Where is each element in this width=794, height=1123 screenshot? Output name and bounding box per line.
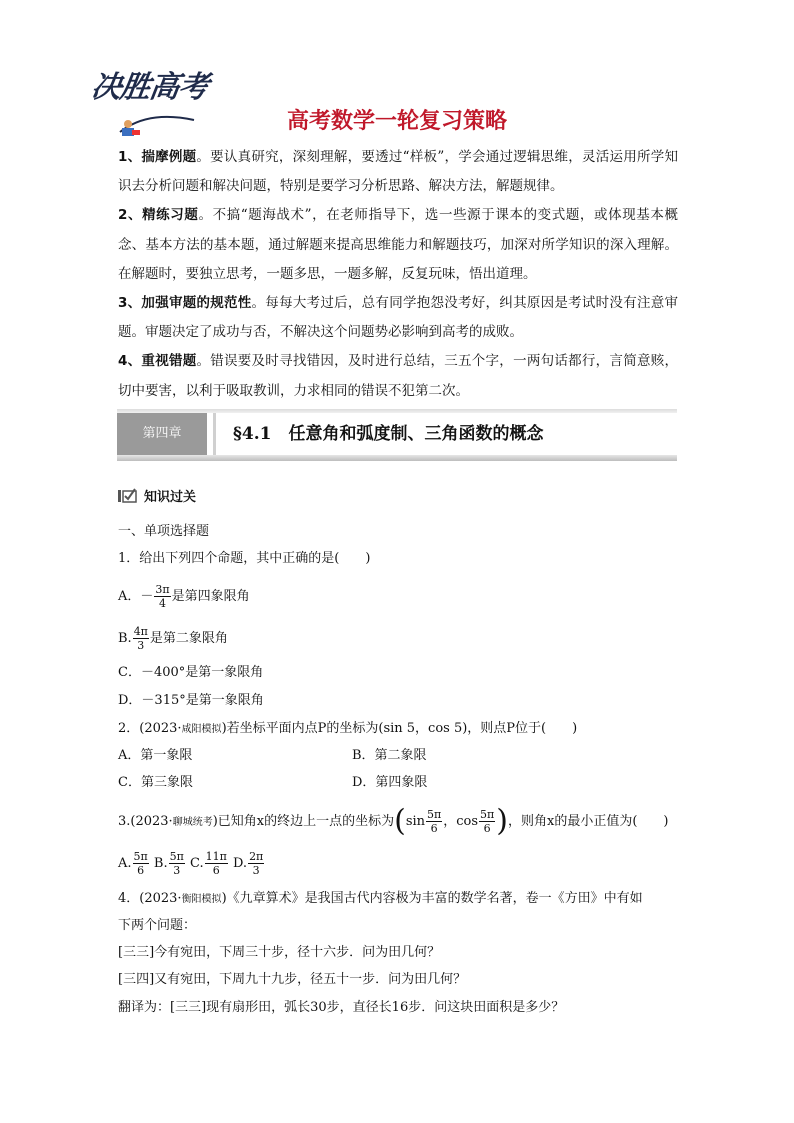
math-sin: sin: [405, 814, 426, 829]
question-text: )《九章算术》是我国古代内容极为丰富的数学名著，卷一《方田》中有如: [221, 891, 643, 906]
question-text-tail: ，则角x的最小正值为( ): [508, 814, 669, 829]
question-source: 咸阳模拟: [181, 724, 222, 735]
question-4-line: [三四]又有宛田，下周九十九步，径五十一步．问为田几何？: [118, 972, 467, 987]
question-1-option-d: D．－315°是第一象限角: [118, 693, 264, 708]
fraction: [426, 808, 442, 835]
question-2-stem: [118, 719, 577, 740]
fraction-denominator: 6: [137, 864, 145, 877]
option-text: 是第二象限角: [149, 631, 228, 646]
chapter-divider: [117, 455, 677, 461]
question-number: 4．(2023·: [118, 891, 182, 906]
fraction-numerator: 5π: [169, 850, 184, 863]
right-paren: ): [496, 803, 508, 839]
fraction-numerator: 2π: [249, 850, 264, 863]
question-text: )已知角x的终边上一点的坐标为: [212, 814, 395, 829]
question-4-line: [118, 889, 643, 910]
fraction-numerator: 5π: [133, 850, 148, 863]
question-3-options: [118, 850, 265, 877]
question-2-option-a: A．第一象限: [118, 748, 193, 763]
question-1-option-a: [118, 583, 250, 610]
chapter-header: [117, 409, 677, 461]
question-text: )若坐标平面内点P的坐标为(sin 5，cos 5)，则点P位于( ): [221, 721, 578, 736]
section-heading: [118, 486, 196, 505]
logo-text: 决胜高考: [89, 70, 210, 105]
strategy-item: [118, 289, 678, 347]
question-4-line: 翻译为：[三三]现有扇形田，弧长30步，直径长16步．问这块田面积是多少？: [118, 1000, 565, 1015]
strategy-item: [118, 201, 678, 289]
fraction-numerator: 11π: [205, 850, 227, 863]
question-number: 2．(2023·: [118, 721, 182, 736]
strategy-head: 4、重视错题: [118, 353, 197, 370]
question-3-stem: [118, 803, 669, 839]
fraction: [479, 808, 495, 835]
option-label: B.: [153, 856, 168, 871]
question-4-line: 下两个问题：: [118, 918, 197, 933]
question-2-option-b: B．第二象限: [352, 748, 427, 763]
fraction: [133, 625, 149, 652]
strategy-item: [118, 143, 678, 201]
fraction: [205, 850, 228, 877]
strategy-head: 1、揣摩例题: [118, 149, 197, 165]
strategy-head: 2、精练习题: [118, 207, 199, 224]
option-label: C.: [189, 856, 204, 871]
fraction: [248, 850, 264, 877]
question-source: 衡阳模拟: [181, 894, 222, 905]
option-text: 是第四象限角: [171, 589, 250, 604]
question-source: 聊城统考: [172, 817, 213, 828]
strategy-head: 3、加强审题的规范性: [118, 295, 252, 312]
math-cos: ，cos: [443, 814, 479, 829]
fraction-denominator: 3: [137, 639, 145, 652]
question-4-line: [三三]今有宛田，下周三十步，径十六步．问为田几何？: [118, 945, 441, 960]
question-number: 3.(2023·: [118, 814, 173, 829]
chapter-separator: [213, 413, 216, 455]
section-heading-label: 知识过关: [144, 490, 197, 505]
fraction-numerator: 4π: [133, 625, 148, 638]
question-1-stem: 1．给出下列四个命题，其中正确的是( ): [118, 551, 371, 566]
question-2-option-c: C．第三象限: [118, 775, 193, 790]
fraction-denominator: 6: [430, 822, 438, 835]
question-1-option-c: C．－400°是第一象限角: [118, 665, 264, 680]
fraction-numerator: 5π: [427, 808, 442, 821]
fraction: [169, 850, 185, 877]
fraction-denominator: 3: [252, 864, 260, 877]
fraction-denominator: 3: [173, 864, 181, 877]
option-label: A．－: [118, 589, 154, 604]
checklist-icon: [118, 488, 138, 504]
page-title: 高考数学一轮复习策略: [286, 109, 507, 134]
chapter-title: §4.1 任意角和弧度制、三角函数的概念: [233, 424, 544, 444]
strategy-body: 。要认真研究，深刻理解，要透过“样板”，学会通过逻辑思维，灵活运用所学知识去分析问题和解决问题，特别是要学习分析思路、解决方法，解题规律。: [118, 149, 678, 195]
fraction: [133, 850, 149, 877]
strategy-item: [118, 347, 678, 405]
fraction-denominator: 4: [159, 597, 166, 610]
question-2-option-d: D．第四象限: [352, 775, 428, 790]
fraction-numerator: 5π: [480, 808, 495, 821]
strategy-body: 。每每大考过后，总有同学抱怨没考好，纠其原因是考试时没有注意审题。审题决定了成功与否，不解决这个问题势必影响到高考的成败。: [118, 295, 678, 341]
option-label: B.: [118, 631, 132, 646]
fraction-denominator: 6: [212, 864, 220, 877]
strategy-body: 。不搞“题海战术”，在老师指导下，选一些源于课本的变式题，或体现基本概念、基本方法的基本题，通过解题来提高思维能力和解题技巧，加深对所学知识的深入理解。在解题时，要独立思考，一题多思，一题多解，反复玩味，悟出道理。: [118, 207, 678, 282]
fraction-numerator: 3π: [155, 583, 170, 596]
option-label: D.: [232, 856, 248, 871]
part-heading: 一、单项选择题: [118, 524, 210, 539]
strategy-list: [118, 143, 678, 406]
left-paren: (: [394, 803, 406, 839]
chapter-tag: 第四章: [117, 413, 207, 455]
fraction: [154, 583, 170, 610]
strategy-body: 。错误要及时寻找错因，及时进行总结，三五个字，一两句话都行，言简意赅，切中要害，以利于吸取教训，力求相同的错误不犯第二次。: [118, 353, 678, 399]
fraction-denominator: 6: [483, 822, 491, 835]
option-label: A.: [118, 856, 132, 871]
question-1-option-b: [118, 625, 228, 652]
